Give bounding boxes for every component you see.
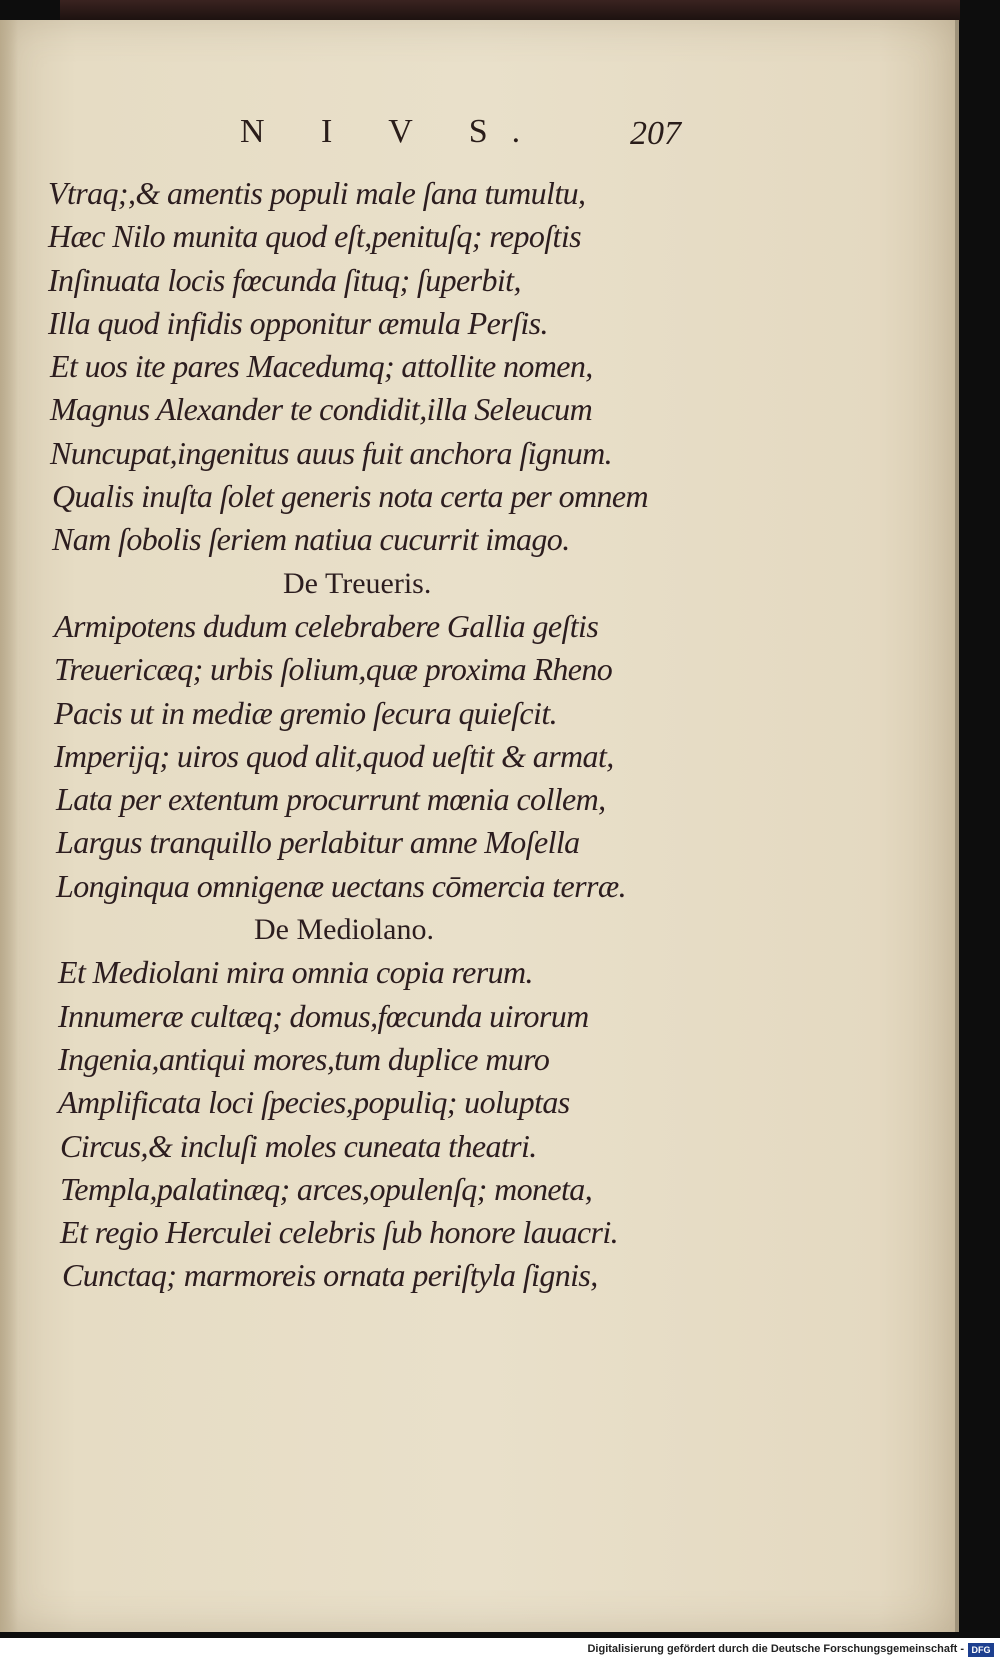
verse-line: Treuericæq; urbis ſolium,quæ proxima Rheno xyxy=(54,651,613,688)
digitization-footer xyxy=(0,1638,1000,1664)
verse-line: Nuncupat,ingenitus auus fuit anchora ſignum. xyxy=(50,434,613,471)
verse-line: Pacis ut in mediæ gremio ſecura quieſcit. xyxy=(54,694,558,731)
verse-line: Nam ſobolis ſeriem natiua cucurrit imago. xyxy=(52,521,570,558)
verse-line: Longinqua omnigenæ uectans cōmercia terræ. xyxy=(56,867,627,904)
verse-line: Qualis inuſta ſolet generis nota certa per omnem xyxy=(52,478,649,515)
verse-line: Armipotens dudum celebrabere Gallia geſtis xyxy=(54,607,599,644)
verse-text-block xyxy=(48,172,688,1298)
verse-line: Amplificata loci ſpecies,populiq; uoluptas xyxy=(58,1084,570,1121)
verse-line: Et regio Herculei celebris ſub honore lauacri. xyxy=(60,1214,619,1251)
verse-line: Cunctaq; marmoreis ornata periſtyla ſignis, xyxy=(62,1257,598,1294)
verse-line: Magnus Alexander te condidit,illa Seleucum xyxy=(50,391,593,428)
verse-line: Illa quod infidis opponitur æmula Perſis. xyxy=(48,304,548,341)
verse-line: Hæc Nilo munita quod eſt,penituſq; repoſtis xyxy=(48,218,581,255)
funding-credit: Digitalisierung gefördert durch die Deutsche Forschungsgemeinschaft - xyxy=(587,1643,964,1655)
verse-line: Largus tranquillo perlabitur amne Moſella xyxy=(56,824,580,861)
verse-line: Innumeræ cultæq; domus,fœcunda uirorum xyxy=(58,997,589,1034)
page-number: 207 xyxy=(630,115,681,152)
page-gutter-shadow xyxy=(0,20,18,1632)
verse-line: Imperijq; uiros quod alit,quod ueſtit & armat, xyxy=(54,737,614,774)
dfg-logo: DFG xyxy=(968,1643,994,1657)
book-binding-edge xyxy=(60,0,960,22)
section-heading: De Treueris. xyxy=(283,566,432,600)
verse-line: Circus,& incluſi moles cuneata theatri. xyxy=(60,1127,537,1164)
section-heading: De Mediolano. xyxy=(254,913,434,947)
page-header xyxy=(240,113,690,163)
verse-line: Lata per extentum procurrunt mœnia collem, xyxy=(56,781,606,818)
running-head: N I V S. xyxy=(240,113,545,150)
verse-line: Ingenia,antiqui mores,tum duplice muro xyxy=(58,1040,550,1077)
verse-line: Templa,palatinæq; arces,opulenſq; moneta, xyxy=(60,1170,593,1207)
verse-line: Vtraq;,& amentis populi male ſana tumultu, xyxy=(48,175,586,211)
verse-line: Et uos ite pares Macedumq; attollite nomen, xyxy=(50,348,593,385)
verse-line: Inſinuata locis fœcunda ſituq; ſuperbit, xyxy=(48,261,521,298)
verse-line: Et Mediolani mira omnia copia rerum. xyxy=(58,954,533,991)
